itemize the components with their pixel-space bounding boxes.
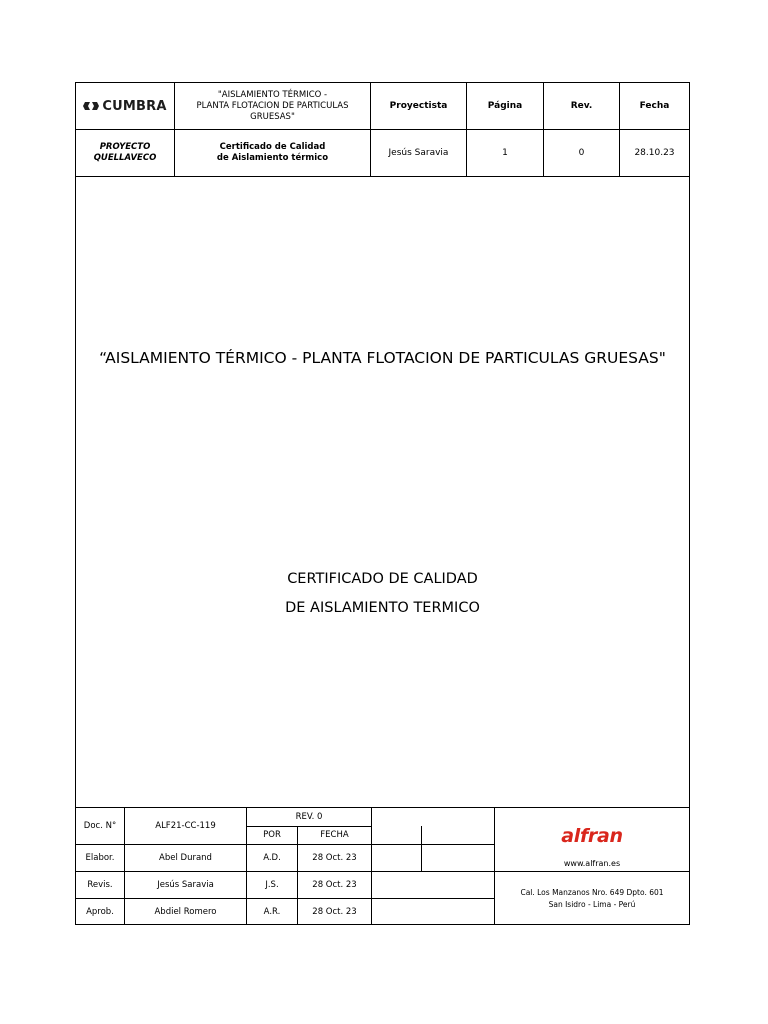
- por-label: POR: [263, 830, 281, 840]
- date-elabor: 28 Oct. 23: [312, 852, 357, 863]
- footer-table: [76, 807, 689, 925]
- val-proyectista: Jesús Saravia: [388, 148, 449, 158]
- cumbra-logo: CUMBRA: [76, 83, 174, 129]
- col-proyectista: Proyectista: [389, 101, 448, 111]
- initials-aprob: A.R.: [263, 906, 281, 917]
- name-elabor: Abel Durand: [159, 852, 212, 863]
- project-title: "AISLAMIENTO TÉRMICO - PLANTA FLOTACION DE PARTICULAS GRUESAS": [196, 89, 349, 122]
- val-fecha: 28.10.23: [634, 148, 675, 158]
- doc-title: Certificado de Calidad de Aislamiento térmico: [216, 142, 329, 163]
- initials-elabor: A.D.: [263, 852, 281, 863]
- date-aprob: 28 Oct. 23: [312, 906, 357, 917]
- col-fecha: Fecha: [639, 101, 670, 111]
- val-rev: 0: [578, 148, 585, 158]
- initials-revis: J.S.: [265, 879, 279, 890]
- val-pagina: 1: [502, 148, 508, 158]
- cert-title-line2: DE AISLAMIENTO TERMICO: [285, 600, 480, 616]
- doc-number: ALF21-CC-119: [155, 820, 216, 831]
- name-aprob: Abdiel Romero: [154, 906, 217, 917]
- alfran-logo: alfran: [561, 825, 623, 847]
- date-revis: 28 Oct. 23: [312, 879, 357, 890]
- company-address: Cal. Los Manzanos Nro. 649 Dpto. 601 San Isidro - Lima - Perú: [520, 887, 664, 909]
- role-aprob: Aprob.: [86, 906, 114, 917]
- col-pagina: Página: [487, 101, 523, 111]
- role-revis: Revis.: [87, 879, 113, 890]
- main-title: “AISLAMIENTO TÉRMICO - PLANTA FLOTACION DE PARTICULAS GRUESAS": [99, 349, 666, 367]
- name-revis: Jesús Saravia: [157, 879, 214, 890]
- cert-title-line1: CERTIFICADO DE CALIDAD: [287, 571, 478, 587]
- header-table: [76, 83, 689, 177]
- website: www.alfran.es: [563, 858, 621, 868]
- doc-number-label: Doc. N°: [83, 820, 117, 831]
- col-rev: Rev.: [570, 101, 593, 111]
- role-elabor: Elabor.: [85, 852, 115, 863]
- project-label: PROYECTO QUELLAVECO: [93, 142, 157, 163]
- rev-label: REV. 0: [295, 811, 323, 822]
- cumbra-emblem-icon: [83, 100, 99, 112]
- fecha-label: FECHA: [320, 830, 349, 840]
- document-page: [75, 82, 690, 925]
